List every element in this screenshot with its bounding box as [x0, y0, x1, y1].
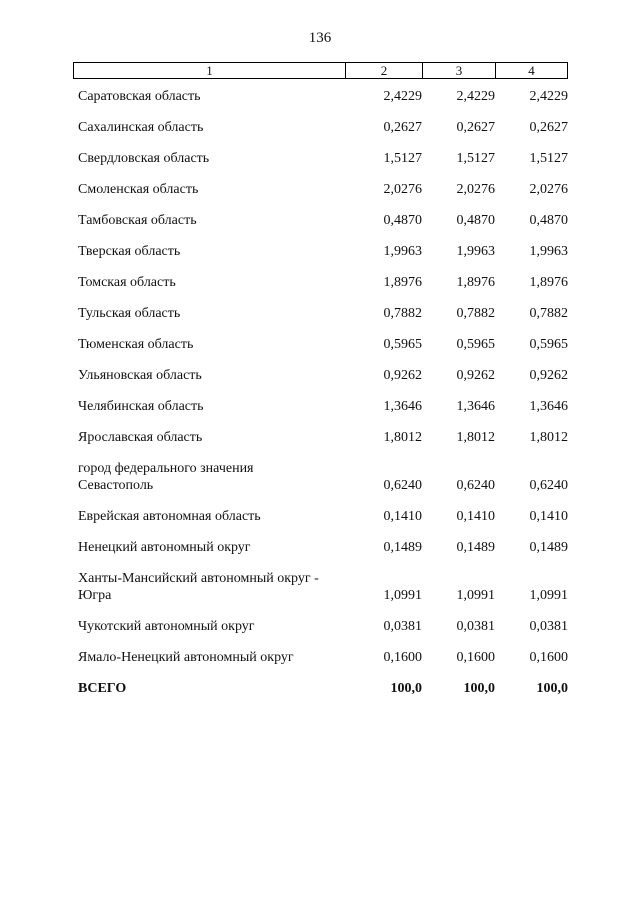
table-body: [0, 88, 640, 711]
table-row: [0, 119, 640, 150]
value-col-2: 0,2627: [383, 120, 422, 135]
value-col-2: 0,5965: [383, 337, 422, 352]
value-col-2: 1,8976: [383, 275, 422, 290]
total-col-2: 100,0: [390, 681, 422, 696]
region-name: Саратовская область: [78, 89, 201, 104]
region-name: Тульская область: [78, 306, 181, 321]
table-row: [0, 570, 640, 618]
table-row: [0, 618, 640, 649]
value-col-2: 0,1600: [383, 650, 422, 665]
value-col-2: 2,4229: [383, 89, 422, 104]
value-col-3: 0,4870: [456, 213, 495, 228]
value-col-4: 1,9963: [529, 244, 568, 259]
value-col-3: 0,9262: [456, 368, 495, 383]
table-row: [0, 429, 640, 460]
total-col-3: 100,0: [463, 681, 495, 696]
value-col-4: 1,8976: [529, 275, 568, 290]
value-col-3: 2,0276: [456, 182, 495, 197]
value-col-2: 1,9963: [383, 244, 422, 259]
header-col-4: 4: [528, 63, 535, 78]
value-col-3: 1,0991: [456, 588, 495, 603]
region-name: Смоленская область: [78, 182, 199, 197]
value-col-4: 0,7882: [529, 306, 568, 321]
value-col-3: 0,1600: [456, 650, 495, 665]
region-name: Тюменская область: [78, 337, 194, 352]
value-col-3: 2,4229: [456, 89, 495, 104]
value-col-3: 1,8976: [456, 275, 495, 290]
value-col-2: 0,4870: [383, 213, 422, 228]
region-name: Чукотский автономный округ: [78, 619, 255, 634]
table-row: [0, 150, 640, 181]
region-name-line-2: Югра: [78, 588, 112, 603]
value-col-4: 0,5965: [529, 337, 568, 352]
value-col-3: 0,2627: [456, 120, 495, 135]
header-col-1: 1: [74, 63, 346, 78]
table-row: [0, 460, 640, 508]
table-row: [0, 649, 640, 680]
region-name: Сахалинская область: [78, 120, 204, 135]
value-col-2: 0,1489: [383, 540, 422, 555]
value-col-4: 0,1600: [529, 650, 568, 665]
value-col-2: 0,6240: [383, 478, 422, 493]
region-name: [78, 570, 363, 604]
region-name: Ямало-Ненецкий автономный округ: [78, 650, 294, 665]
table-row: [0, 212, 640, 243]
value-col-4: 0,1489: [529, 540, 568, 555]
total-col-4: 100,0: [536, 681, 568, 696]
header-col-2: 2: [346, 63, 423, 78]
value-col-4: 1,8012: [529, 430, 568, 445]
value-col-3: 1,8012: [456, 430, 495, 445]
region-name: Ненецкий автономный округ: [78, 540, 251, 555]
region-name: Челябинская область: [78, 399, 204, 414]
region-name-line-1: город федерального значения: [78, 461, 254, 476]
region-name-line-2: Севастополь: [78, 478, 154, 493]
value-col-4: 2,0276: [529, 182, 568, 197]
value-col-3: 0,1410: [456, 509, 495, 524]
value-col-2: 1,0991: [383, 588, 422, 603]
value-col-2: 0,7882: [383, 306, 422, 321]
value-col-4: 2,4229: [529, 89, 568, 104]
value-col-4: 0,6240: [529, 478, 568, 493]
value-col-3: 0,1489: [456, 540, 495, 555]
table-row-total: [0, 680, 640, 711]
value-col-2: 1,8012: [383, 430, 422, 445]
region-name: Тамбовская область: [78, 213, 197, 228]
header-col-3: 3: [423, 63, 496, 78]
table-row: [0, 539, 640, 570]
value-col-3: 1,5127: [456, 151, 495, 166]
table-header: [73, 62, 568, 79]
table-row: [0, 367, 640, 398]
value-col-3: 0,0381: [456, 619, 495, 634]
table-row: [0, 274, 640, 305]
value-col-2: 1,5127: [383, 151, 422, 166]
value-col-4: 0,0381: [529, 619, 568, 634]
value-col-4: 0,4870: [529, 213, 568, 228]
region-name: Еврейская автономная область: [78, 509, 261, 524]
value-col-4: 1,0991: [529, 588, 568, 603]
value-col-2: 2,0276: [383, 182, 422, 197]
region-name: Ярославская область: [78, 430, 203, 445]
value-col-3: 0,7882: [456, 306, 495, 321]
table-row: [0, 88, 640, 119]
value-col-2: 0,9262: [383, 368, 422, 383]
table-row: [0, 305, 640, 336]
value-col-3: 1,3646: [456, 399, 495, 414]
value-col-4: 1,3646: [529, 399, 568, 414]
value-col-4: 0,9262: [529, 368, 568, 383]
region-name: Тверская область: [78, 244, 181, 259]
page-number: 136: [308, 30, 332, 46]
table-row: [0, 181, 640, 212]
table-row: [0, 336, 640, 367]
value-col-2: 0,0381: [383, 619, 422, 634]
total-label: ВСЕГО: [78, 681, 127, 696]
value-col-4: 0,2627: [529, 120, 568, 135]
table-row: [0, 243, 640, 274]
value-col-3: 0,5965: [456, 337, 495, 352]
region-name: Томская область: [78, 275, 176, 290]
value-col-4: 1,5127: [529, 151, 568, 166]
table-row: [0, 508, 640, 539]
value-col-2: 0,1410: [383, 509, 422, 524]
region-name: Свердловская область: [78, 151, 210, 166]
region-name-line-1: Ханты-Мансийский автономный округ -: [78, 571, 319, 586]
table-row: [0, 398, 640, 429]
value-col-3: 0,6240: [456, 478, 495, 493]
value-col-4: 0,1410: [529, 509, 568, 524]
region-name: Ульяновская область: [78, 368, 202, 383]
value-col-2: 1,3646: [383, 399, 422, 414]
value-col-3: 1,9963: [456, 244, 495, 259]
region-name: [78, 460, 363, 494]
